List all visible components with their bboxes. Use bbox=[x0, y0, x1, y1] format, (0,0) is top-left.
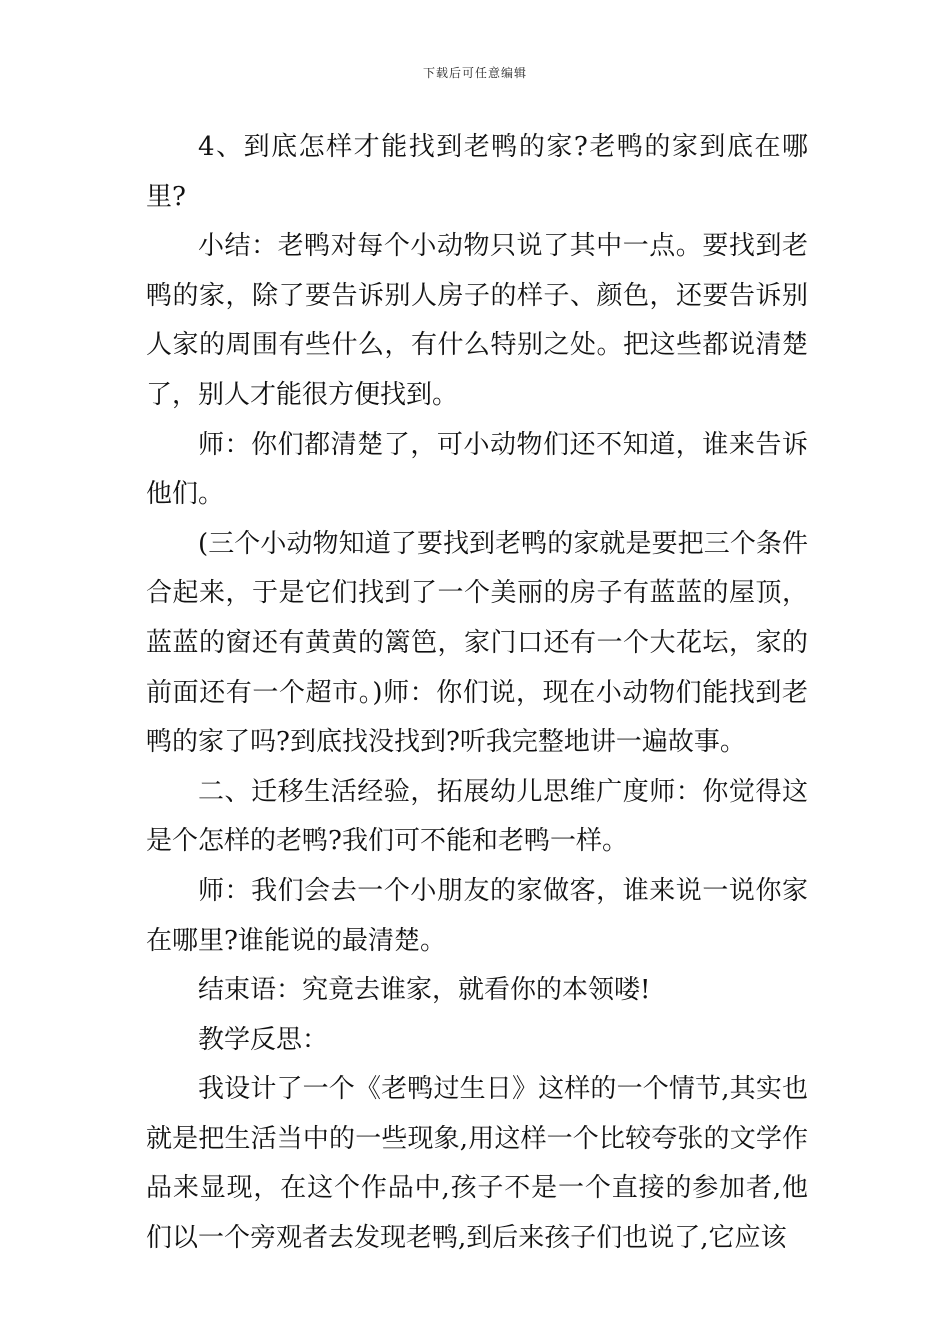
header-note: 下载后可任意编辑 bbox=[422, 66, 527, 80]
document-body bbox=[146, 123, 808, 1264]
paragraph-reflection-heading: 教学反思： bbox=[198, 1024, 329, 1055]
paragraph-teacher-2: 师：我们会去一个小朋友的家做客，谁来说一说你家在哪里?谁能说的最清楚。 bbox=[146, 875, 808, 956]
paragraph-summary: 小结：老鸭对每个小动物只说了其中一点。要找到老鸭的家，除了要告诉别人房子的样子、颜色，还要告诉别人家的周围有些什么，有什么特别之处。把这些都说清楚了，别人才能很方便找到。 bbox=[146, 231, 808, 410]
paragraph-section-2: 二、迁移生活经验，拓展幼儿思维广度师：你觉得这是个怎样的老鸭?我们可不能和老鸭一样。 bbox=[146, 776, 808, 857]
paragraph-teacher-1: 师：你们都清楚了，可小动物们还不知道，谁来告诉他们。 bbox=[146, 429, 808, 510]
paragraph-story: (三个小动物知道了要找到老鸭的家就是要把三个条件合起来，于是它们找到了一个美丽的房子有蓝蓝的屋顶，蓝蓝的窗还有黄黄的篱笆，家门口还有一个大花坛，家的前面还有一个超市。)师：你们说，现在小动物们能找到老鸭的家了吗?到底找没找到?听我完整地讲一遍故事。 bbox=[146, 528, 808, 758]
paragraph-question-4: 4、到底怎样才能找到老鸭的家?老鸭的家到底在哪里? bbox=[146, 132, 808, 212]
paragraph-reflection: 我设计了一个《老鸭过生日》这样的一个情节,其实也就是把生活当中的一些现象,用这样一个比较夸张的文学作品来显现，在这个作品中,孩子不是一个直接的参加者,他们以一个旁观者去发现老鸭,到后来孩子们也说了,它应该 bbox=[146, 1074, 808, 1254]
paragraph-closing: 结束语：究竟去谁家，就看你的本领喽! bbox=[198, 975, 651, 1006]
